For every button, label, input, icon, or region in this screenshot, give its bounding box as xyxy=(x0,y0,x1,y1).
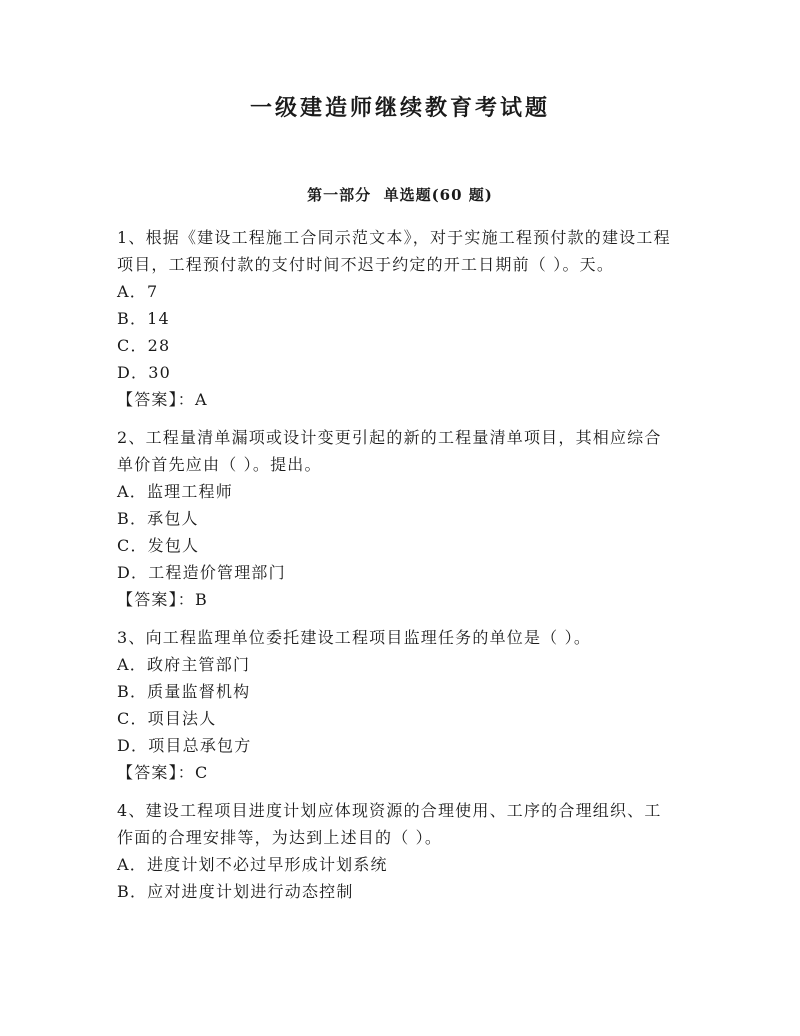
option-d: D．工程造价管理部门 xyxy=(117,563,286,582)
question-list xyxy=(117,224,677,916)
question-stem: 4、建设工程项目进度计划应体现资源的合理使用、工序的合理组织、工作面的合理安排等，为达到上述目的（ ）。 xyxy=(117,801,662,847)
option-b: B．承包人 xyxy=(117,509,199,528)
question-stem: 2、工程量清单漏项或设计变更引起的新的工程量清单项目，其相应综合单价首先应由（ ）。提出。 xyxy=(117,428,662,474)
answer-label: 【答案】：A xyxy=(117,390,208,409)
option-c: C．项目法人 xyxy=(117,709,217,728)
option-c: C．28 xyxy=(117,336,171,355)
option-b: B．14 xyxy=(117,309,170,328)
option-d: D．项目总承包方 xyxy=(117,736,252,755)
question-1 xyxy=(117,224,677,413)
document-title: 一级建造师继续教育考试题 xyxy=(249,95,550,121)
question-stem: 1、根据《建设工程施工合同示范文本》，对于实施工程预付款的建设工程项目，工程预付款的支付时间不迟于约定的开工日期前（ ）。天。 xyxy=(117,228,671,274)
question-3 xyxy=(117,624,677,786)
answer-label: 【答案】：B xyxy=(117,590,208,609)
option-a: A．7 xyxy=(117,282,159,301)
option-c: C．发包人 xyxy=(117,536,200,555)
section-title: 第一部分 单选题(60 题) xyxy=(307,186,493,204)
question-stem: 3、向工程监理单位委托建设工程项目监理任务的单位是（ ）。 xyxy=(117,628,592,647)
option-b: B．质量监督机构 xyxy=(117,682,251,701)
option-b: B．应对进度计划进行动态控制 xyxy=(117,882,354,901)
option-a: A．监理工程师 xyxy=(117,482,233,501)
option-d: D．30 xyxy=(117,363,171,382)
answer-label: 【答案】：C xyxy=(117,763,209,782)
question-2 xyxy=(117,424,677,613)
option-a: A．进度计划不必过早形成计划系统 xyxy=(117,855,388,874)
option-a: A．政府主管部门 xyxy=(117,655,251,674)
question-4 xyxy=(117,797,677,905)
